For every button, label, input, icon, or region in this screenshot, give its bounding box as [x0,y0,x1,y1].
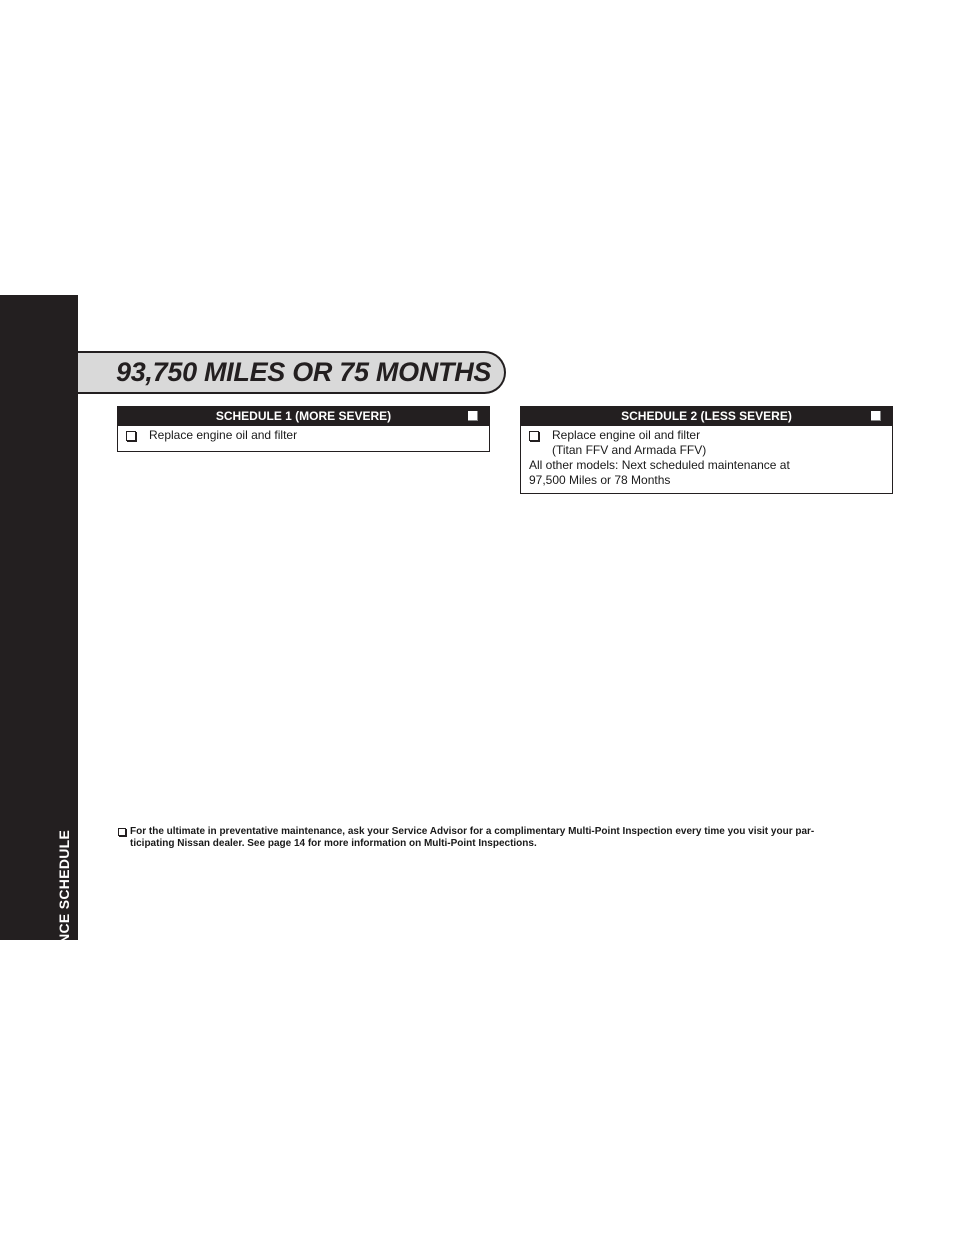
section-label: MAINTENANCE SCHEDULE [56,829,72,1021]
schedule-2-header [521,407,892,426]
checkbox-icon [118,828,126,836]
schedule-1-title: SCHEDULE 1 (MORE SEVERE) [215,409,392,423]
schedule-1-body [118,426,489,443]
schedule-1-box [117,406,490,452]
schedule-2-box [520,406,893,494]
page-title: 93,750 MILES OR 75 MONTHS [116,357,492,387]
schedule-1-header [118,407,489,426]
footnote [118,826,888,850]
item-text: Replace engine oil and filter [149,428,298,442]
title-banner [78,351,506,394]
page-number: 46 [51,1164,67,1180]
list-item [529,428,884,458]
checkbox-icon[interactable] [871,411,881,421]
checkbox-icon[interactable] [529,431,539,441]
list-item [126,428,481,443]
checkbox-icon[interactable] [468,411,478,421]
schedule-2-title: SCHEDULE 2 (LESS SEVERE) [621,409,792,423]
schedule-2-note: All other models: Next scheduled maintenance at 97,500 Miles or 78 Months [529,458,790,487]
footnote-text: For the ultimate in preventative maintenance, ask your Service Advisor for a complimentary Multi-Point Inspection every time you visit your par- ticipating Nissan dealer. See page 14 for more information on Multi-Point Inspections. [130,826,815,849]
schedule-2-body [521,426,892,488]
section-side-tab [0,295,78,1180]
item-text: Replace engine oil and filter (Titan FFV and Armada FFV) [552,428,707,457]
checkbox-icon[interactable] [126,431,136,441]
